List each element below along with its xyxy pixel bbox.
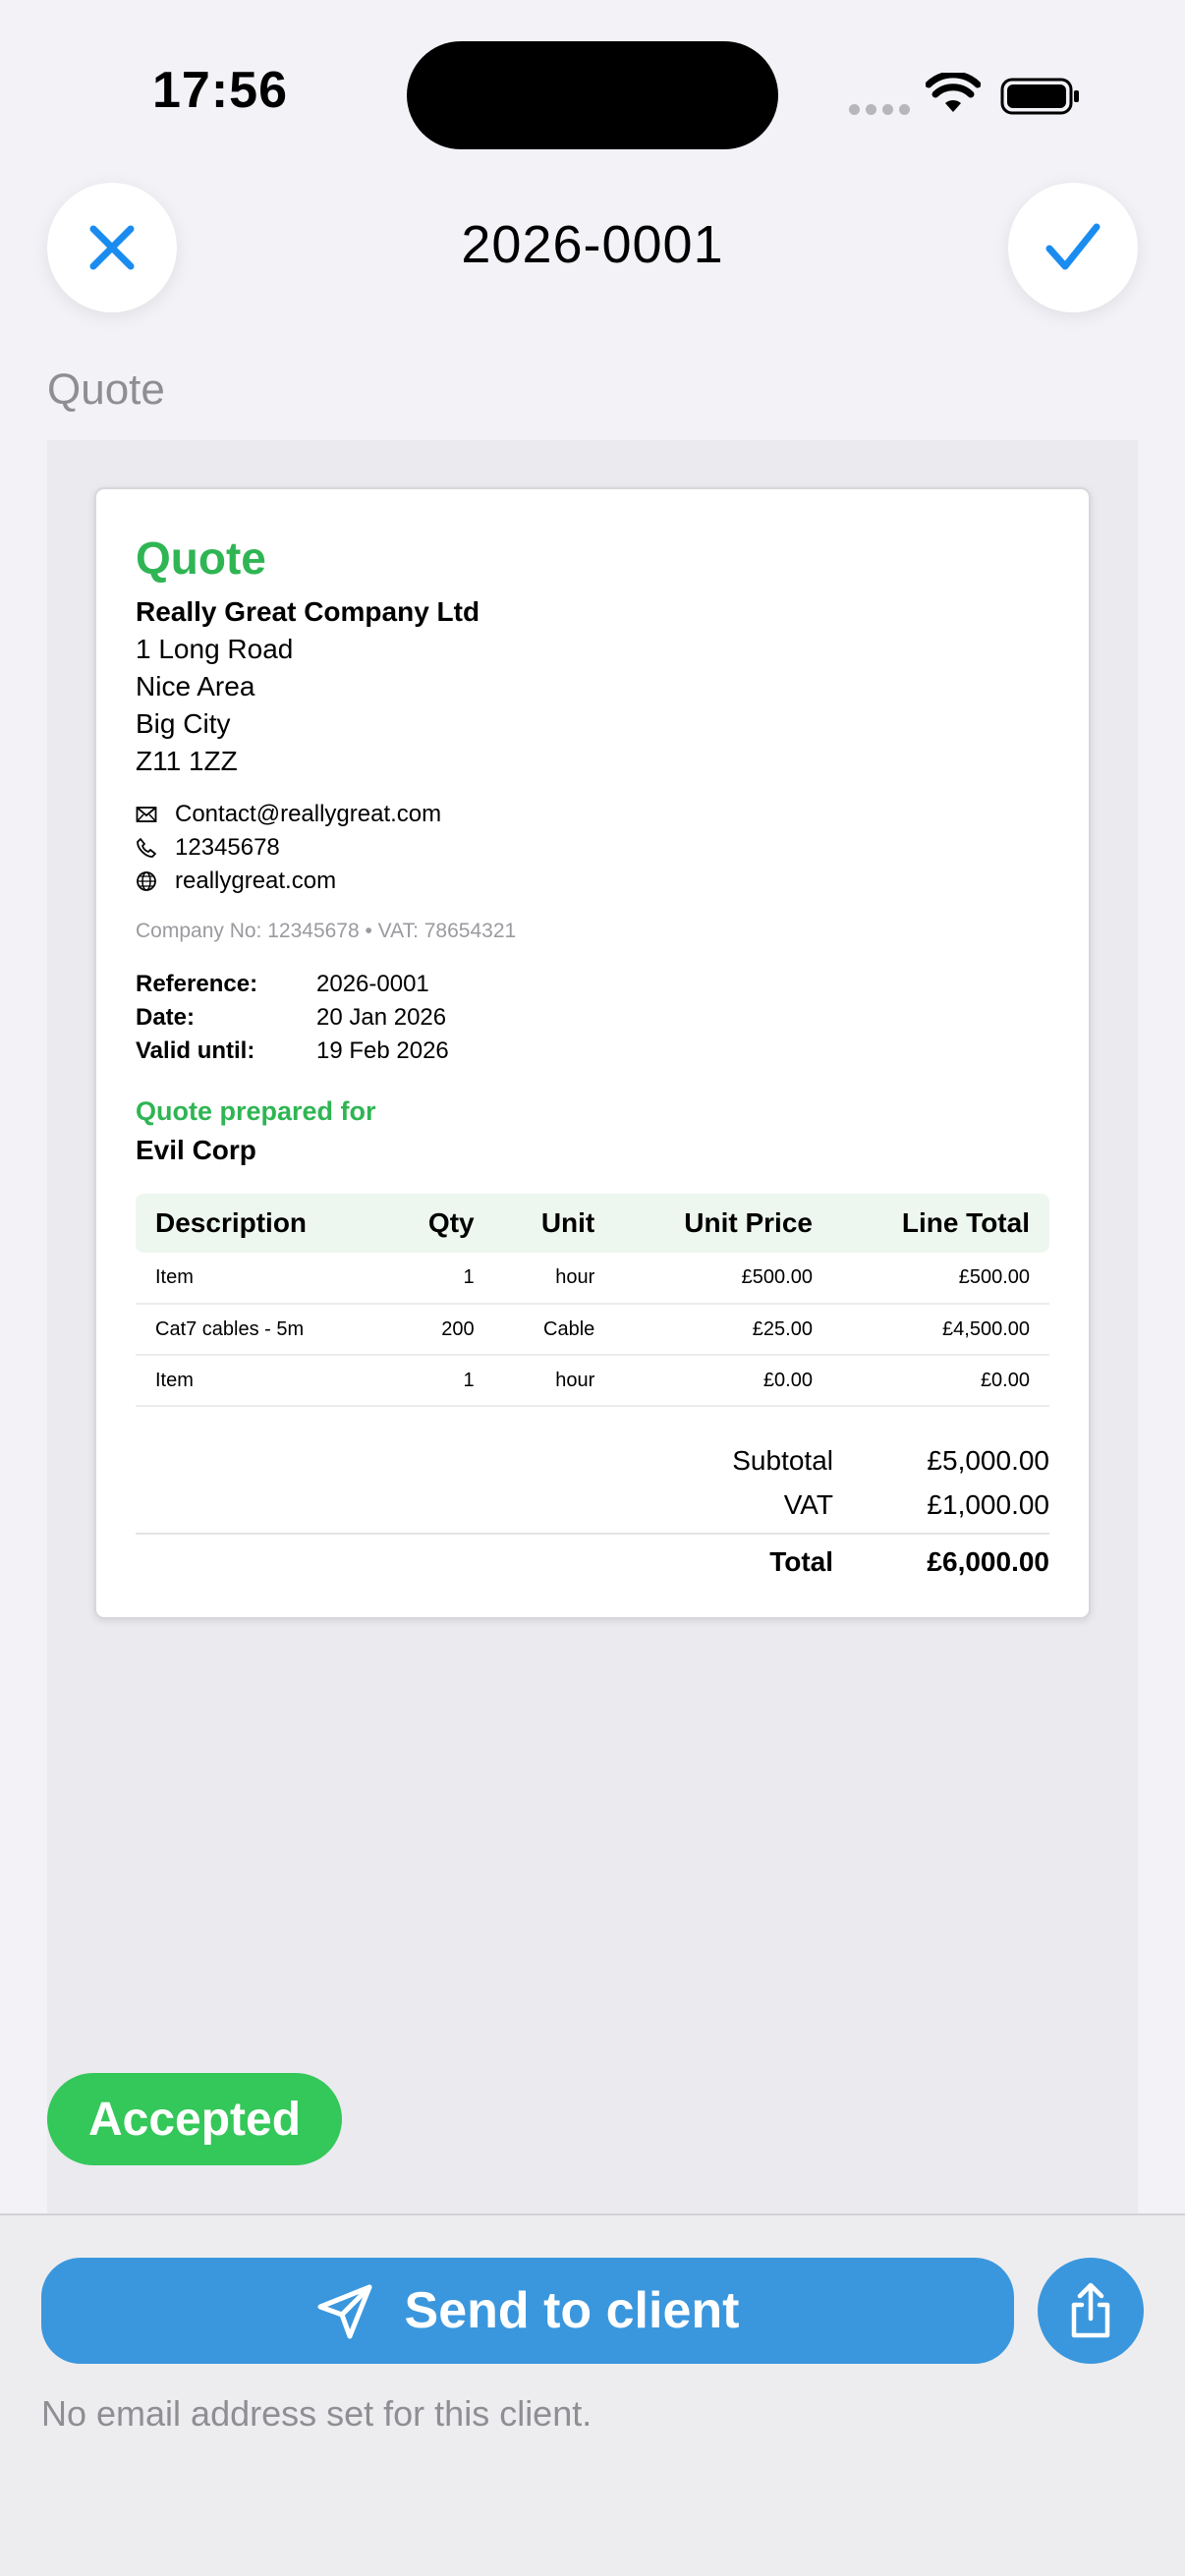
share-button[interactable] [1038,2258,1144,2364]
email-text: Contact@reallygreat.com [175,801,442,827]
reference-label: Reference: [136,971,258,997]
line-items-table [136,1194,1049,1407]
column-header: Qty [383,1194,494,1253]
date-label: Date: [136,1004,196,1031]
column-header: Unit [494,1194,615,1253]
cell-unit-price: £0.00 [614,1355,832,1406]
status-time: 17:56 [152,62,288,119]
share-icon [1065,2281,1116,2340]
registration-line: Company No: 12345678 • VAT: 78654321 [136,920,517,942]
document-title: Quote [136,532,266,584]
cell-line-total: £0.00 [832,1355,1049,1406]
prepared-for-label: Quote prepared for [136,1096,376,1126]
company-name: Really Great Company Ltd [136,596,480,627]
quote-document[interactable] [94,487,1091,1619]
date-value: 20 Jan 2026 [316,1004,447,1031]
cell-unit: hour [494,1253,615,1304]
wifi-icon [926,73,981,116]
paper-plane-icon [316,2281,375,2340]
valid-until-value: 19 Feb 2026 [316,1037,449,1064]
total-value: £6,000.00 [927,1546,1049,1577]
cell-qty: 1 [383,1355,494,1406]
cell-description: Item [136,1253,383,1304]
phone-icon [136,837,157,859]
totals-section [136,1438,1049,1590]
dynamic-island [407,41,778,149]
table-row [136,1355,1049,1406]
cell-unit: hour [494,1355,615,1406]
cell-line-total: £4,500.00 [832,1304,1049,1355]
section-label: Quote [47,365,165,414]
cell-description: Item [136,1355,383,1406]
reference-value: 2026-0001 [316,971,429,997]
globe-icon [136,870,157,892]
cell-line-total: £500.00 [832,1253,1049,1304]
address-line: Big City [136,708,231,739]
vat-label: VAT [783,1488,833,1520]
website-text: reallygreat.com [175,868,337,894]
cell-qty: 1 [383,1253,494,1304]
valid-until-label: Valid until: [136,1037,255,1064]
table-row [136,1253,1049,1304]
cell-unit-price: £500.00 [614,1253,832,1304]
contact-phone [136,831,1049,865]
address-line: Z11 1ZZ [136,746,238,776]
battery-icon [1000,77,1081,116]
cell-unit: Cable [494,1304,615,1355]
contact-website [136,865,1049,898]
envelope-icon [136,804,157,825]
status-badge[interactable]: Accepted [47,2073,342,2165]
contact-email [136,798,1049,831]
confirm-button[interactable] [1008,183,1138,312]
address-line: 1 Long Road [136,634,294,664]
cell-description: Cat7 cables - 5m [136,1304,383,1355]
send-button-label: Send to client [404,2282,740,2339]
subtotal-label: Subtotal [732,1444,833,1476]
table-row [136,1304,1049,1355]
subtotal-value: £5,000.00 [927,1444,1049,1476]
quote-meta [136,971,1049,1071]
address-line: Nice Area [136,671,255,701]
page-title: 2026-0001 [461,215,724,274]
cell-unit-price: £25.00 [614,1304,832,1355]
column-header: Unit Price [614,1194,832,1253]
no-email-hint: No email address set for this client. [41,2393,592,2434]
checkmark-icon [1045,223,1100,272]
vat-value: £1,000.00 [927,1488,1049,1520]
column-header: Line Total [832,1194,1049,1253]
cellular-signal-icon [849,104,910,115]
client-name: Evil Corp [136,1135,256,1165]
phone-text: 12345678 [175,834,280,861]
total-label: Total [769,1546,833,1577]
column-header: Description [136,1194,383,1253]
send-to-client-button[interactable] [41,2258,1014,2364]
cell-qty: 200 [383,1304,494,1355]
